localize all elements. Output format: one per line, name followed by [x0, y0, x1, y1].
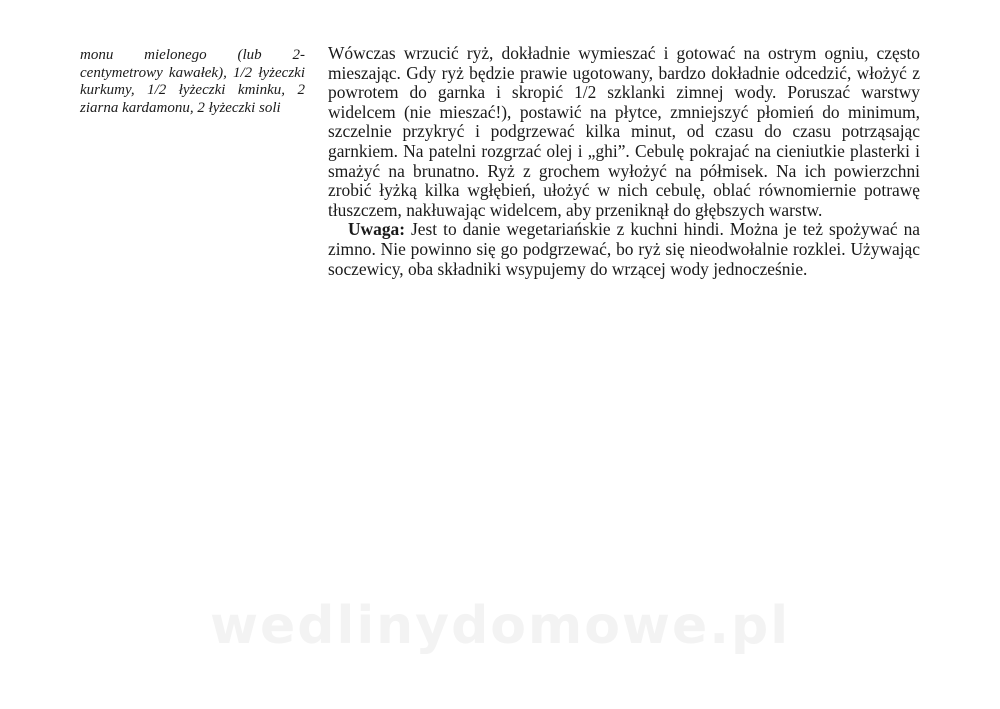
preparation-paragraph: Wówczas wrzucić ryż, dokładnie wymieszać i gotować na ostrym ogniu, często mieszając. Gdy ryż będzie prawie ugotowany, bardzo dokładnie odcedzić, włożyć z powrotem do garnka i skropić 1/2 szklanki zimnej wody. Poruszać warstwy widelcem (nie mieszać!), postawić na płytce, zmniejszyć płomień do minimum, szczelnie przykryć i podgrzewać kilka minut, od czasu do czasu potrząsając garnkiem. Na patelni rozgrzać olej i „ghi”. Cebulę pokrajać na cieniutkie plasterki i smażyć na brunatno. Ryż z grochem wyłożyć na półmisek. Na ich powierzchni zrobić łyżką kilka wgłębień, ułożyć w nich cebulę, oblać równomiernie potrawę tłuszczem, nakłuwając widelcem, aby przeniknął do głębszych warstw. — [328, 43, 920, 220]
note-paragraph — [328, 220, 920, 279]
ingredients-column — [80, 47, 305, 117]
note-label: Uwaga: — [348, 219, 405, 240]
watermark: wedlinydomowe.pl — [209, 596, 791, 656]
ingredients-continuation: monu mielonego (lub 2-centymetrowy kawałek), 1/2 łyżeczki kurkumy, 1/2 łyżeczki kminku, 2 ziarna kardamonu, 2 łyżeczki soli — [80, 47, 305, 116]
note-text: Jest to danie wegetariańskie z kuchni hindi. Można je też spożywać na zimno. Nie powinno się go podgrzewać, bo ryż się nieodwołalnie rozklei. Używając soczewicy, oba składniki wsypujemy do wrzącej wody jednocześnie. — [328, 219, 920, 279]
preparation-column — [328, 44, 920, 279]
